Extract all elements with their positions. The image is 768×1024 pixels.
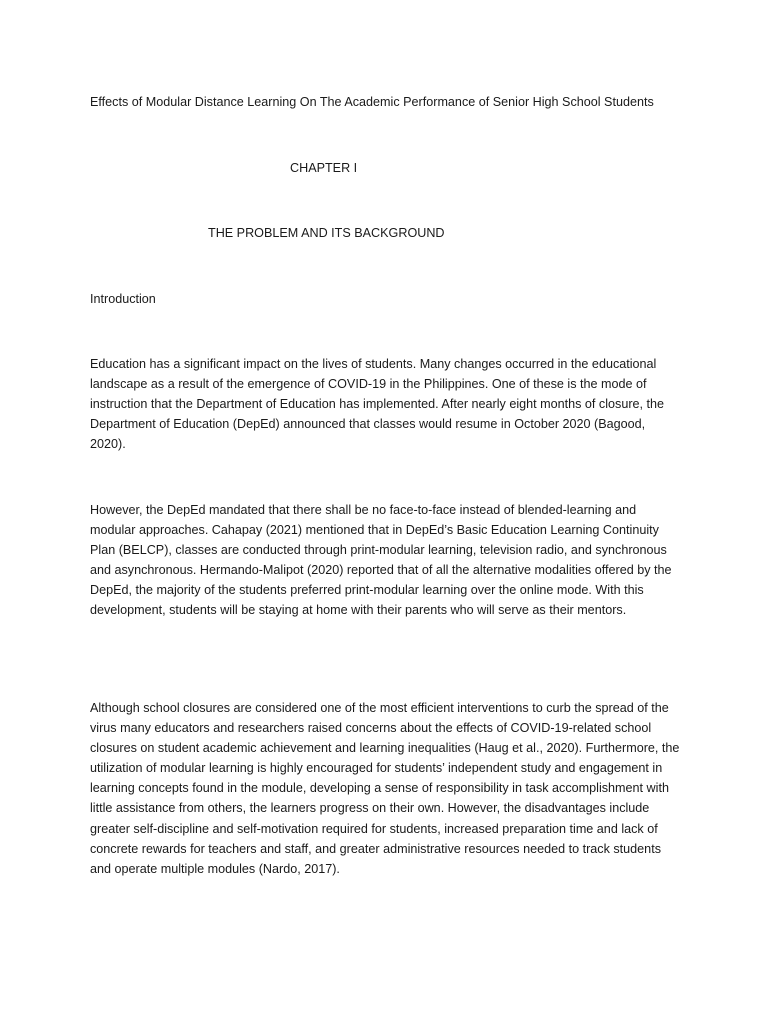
paragraph: However, the DepEd mandated that there shall be no face-to-face instead of blended-learning and modular approaches. Cahapay (2021) mentioned that in DepEd’s Basic Education Learning Continuity Plan (BELCP), classes are conducted through print-modular learning, television radio, and synchronous and asynchronous. Hermando-Malipot (2020) reported that of all the alternative modalities offered by the DepEd, the majority of the students preferred print-modular learning over the online mode. With this development, students will be staying at home with their parents who will serve as their mentors. <box>90 503 672 618</box>
paragraph: Education has a significant impact on the lives of students. Many changes occurred in the educational landscape as a result of the emergence of COVID-19 in the Philippines. One of these is the mode of instruction that the Department of Education has implemented. After nearly eight months of closure, the Department of Education (DepEd) announced that classes would resume in October 2020 (Bagood, 2020). <box>90 357 665 452</box>
introduction-heading: Introduction <box>90 292 156 306</box>
chapter-heading: CHAPTER I <box>290 161 358 175</box>
section-heading: THE PROBLEM AND ITS BACKGROUND <box>208 226 445 240</box>
paragraph: Although school closures are considered one of the most efficient interventions to curb the spread of the virus many educators and researchers raised concerns about the effects of COVID-19-related school closures on student academic achievement and learning inequalities (Haug et al., 2020). Furthermore, the utilization of modular learning is highly encouraged for students’ independent study and engagement in learning concepts found in the module, developing a sense of responsibility in task accomplishment with little assistance from others, the learners progress on their own. However, the disadvantages include greater self-discipline and self-motivation required for students, increased preparation time and lack of concrete rewards for teachers and staff, and greater administrative resources needed to track students and operate multiple modules (Nardo, 2017). <box>90 701 680 876</box>
document-title: Effects of Modular Distance Learning On The Academic Performance of Senior High School Students <box>90 95 654 109</box>
